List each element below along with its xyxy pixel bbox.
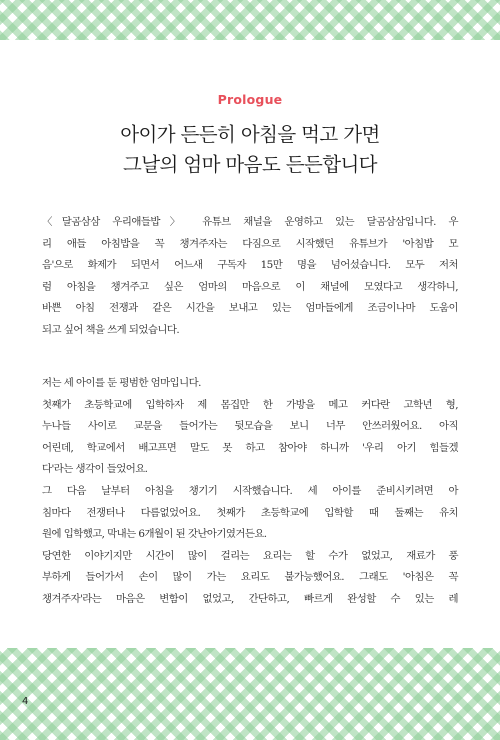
body-line: 부하게 들어가서 손이 많이 가는 요리도 불가능했어요. 그래도 '아침은 꼭	[42, 571, 458, 584]
gingham-top-border	[0, 0, 500, 40]
body-line: 다'라는 생각이 들었어요.	[42, 463, 148, 476]
body-line: 음'으로 화제가 되면서 어느새 구독자 15만 명을 넘어섰습니다. 모두 저처	[42, 259, 458, 272]
body-line: 〈달곰삼삼 우리애들밥〉 유튜브 채널을 운영하고 있는 달곰삼삼입니다. 우	[42, 216, 458, 228]
body-line: 럼 아침을 챙겨주고 싶은 엄마의 마음으로 이 채널에 모였다고 생각하니,	[42, 280, 458, 293]
body-line: 첫째가 초등학교에 입학하자 제 몸집만 한 가방을 메고 커다란 고학년 형,	[42, 398, 458, 411]
body-line: 누나들 사이로 교문을 들어가는 뒷모습을 보니 너무 안쓰러웠어요. 아직	[42, 420, 458, 433]
title-line: 아이가 든든히 아침을 먹고 가면	[120, 123, 380, 146]
body-line: 그 다음 날부터 아침을 챙기기 시작했습니다. 세 아이를 준비시키려면 아	[42, 484, 458, 497]
prologue-label: Prologue	[217, 92, 283, 107]
body-line: 당연한 이야기지만 시간이 많이 걸리는 요리는 할 수가 없었고, 재료가 풍	[42, 549, 458, 562]
page-number: 4	[22, 696, 29, 707]
body-line: 저는 세 아이를 둔 평범한 엄마입니다.	[42, 377, 201, 389]
body-line: 챙겨주자'라는 마음은 변함이 없었고, 간단하고, 빠르게 완성할 수 있는 레	[42, 592, 458, 605]
body-line: 원에 입학했고, 막내는 6개월이 된 갓난아기였거든요.	[42, 528, 267, 541]
title-line: 그날의 엄마 마음도 든든합니다	[123, 153, 377, 176]
body-paragraph	[42, 212, 458, 342]
body-line: 리 애들 아침밥을 꼭 챙겨주자는 다짐으로 시작했던 유튜브가 '아침밥 모	[42, 237, 458, 250]
body-line: 어린데, 학교에서 배고프면 말도 못 하고 참아야 하니까 '우리 아기 힘들겠	[42, 441, 458, 454]
body-line: 되고 싶어 책을 쓰게 되었습니다.	[42, 323, 180, 336]
body-line: 바쁜 아침 전쟁과 같은 시간을 보내고 있는 엄마들에게 조금이나마 도움이	[42, 302, 458, 315]
page-title	[42, 120, 458, 180]
gingham-bottom-border	[0, 648, 500, 740]
body-paragraph	[42, 373, 458, 611]
body-line: 침마다 전쟁터나 다름없었어요. 첫째가 초등학교에 입학할 때 둘째는 유치	[42, 506, 458, 519]
